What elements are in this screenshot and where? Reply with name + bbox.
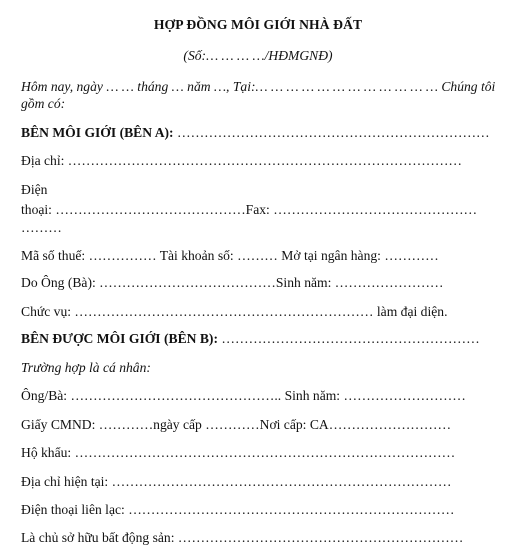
id-card-line: Giấy CMND: …………ngày cấp …………Nơi cấp: CA……………………… [21,417,452,432]
owner-line: Là chủ sở hữu bất động sản: ……………………………………………………… [21,530,464,545]
household-line: Hộ khẩu: ………………………………………………………………………… [21,445,456,460]
party-b-heading: BÊN ĐƯỢC MÔI GIỚI (BÊN B): [21,331,218,346]
phone-a-label: Điện [21,182,48,197]
position-line: Chức vụ: ………………………………………………………… làm đại diện. [21,304,448,319]
mr-mrs-line: Ông/Bà: ……………………………………….. Sinh năm: ……………………… [21,388,466,403]
party-b-heading-row [21,331,480,347]
intro-line-1: Hôm nay, ngày … … tháng … năm …, Tại:… … … … … … … … … … … … Chúng tôi [21,79,496,94]
tax-line: Mã số thuế: …………… Tài khoản số: ……… Mở tại ngân hàng: ………… [21,248,439,263]
representative-line: Do Ông (Bà): …………………………………Sinh năm: …………………… [21,275,444,290]
party-b-heading-dots: ………………………………………………… [218,331,480,346]
address-a: Địa chỉ: …………………………………………………………………………… [21,153,463,168]
individual-case-label: Trường hợp là cá nhân: [21,360,151,375]
current-address-line: Địa chỉ hiện tại: ………………………………………………………………… [21,474,452,489]
contract-title: HỢP ĐỒNG MÔI GIỚI NHÀ ĐẤT [153,17,363,32]
phone-a-continuation: ……… [21,220,62,235]
party-a-heading-row [21,125,490,141]
contact-phone-line: Điện thoại liên lạc: ……………………………………………………………… [21,502,455,517]
party-a-heading-dots: …………………………………………………………… [173,125,490,140]
phone-a-line: thoại: ……………………………………Fax: ……………………………………… [21,202,478,217]
party-a-heading: BÊN MÔI GIỚI (BÊN A): [21,125,174,140]
intro-line-2: gồm có: [21,96,66,111]
contract-number: (Số:… … … …/HĐMGNĐ) [183,48,333,63]
